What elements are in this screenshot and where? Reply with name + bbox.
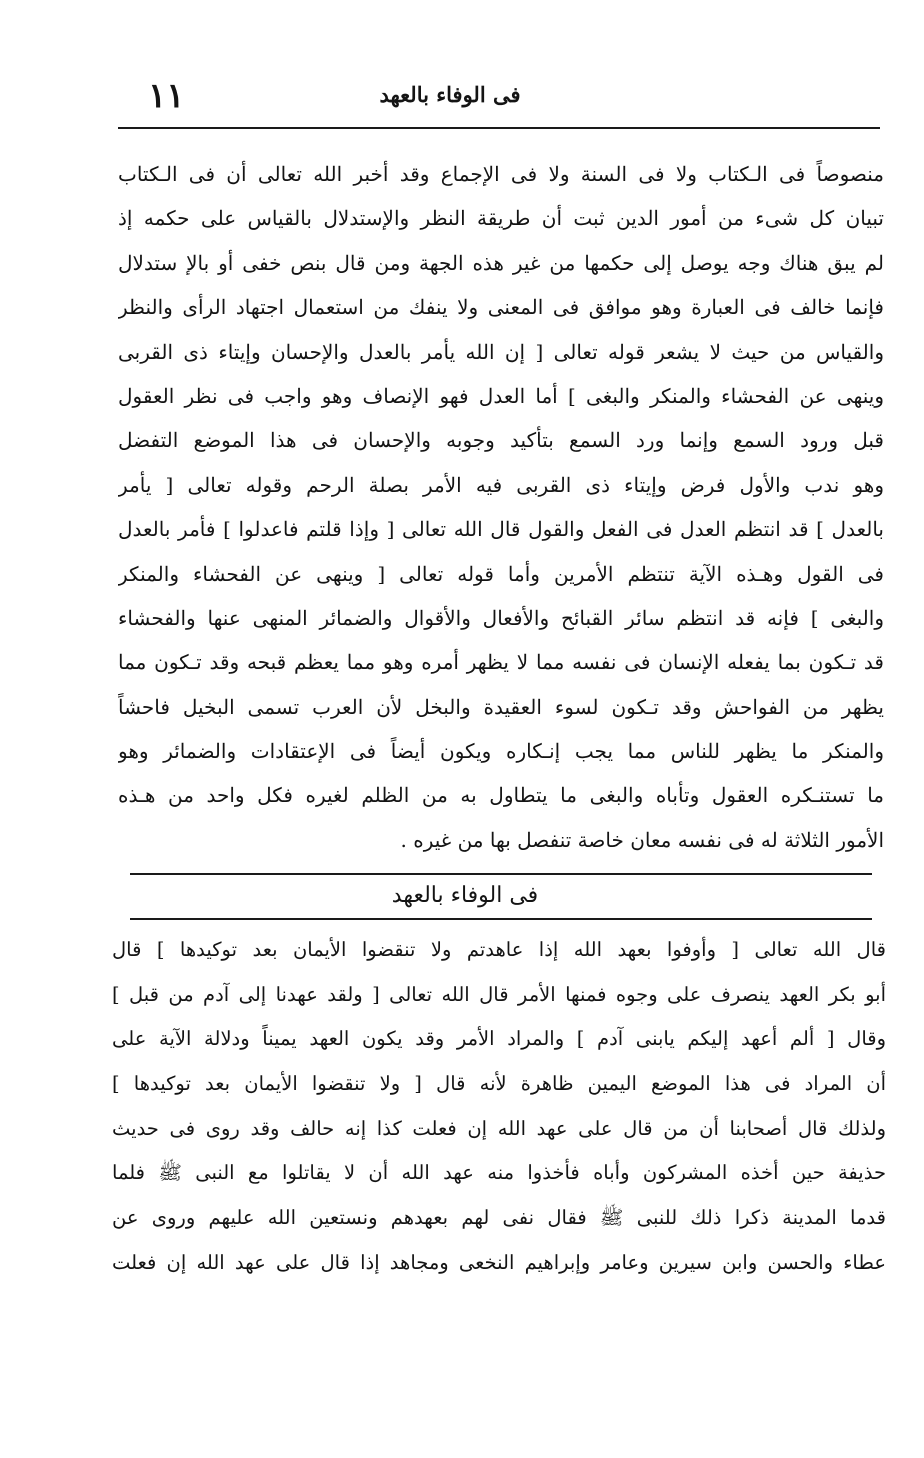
text-line: أن المراد فى هذا الموضع اليمين ظاهرة لأنه قال [ ولا تنقضوا الأيمان بعد توكيدها ] <box>112 1072 886 1096</box>
header-rule <box>118 127 880 129</box>
text-line: تبيان كل شىء من أمور الدين ثبت أن طريقة النظر والإستدلال بالقياس على حكمه إذ <box>118 206 884 231</box>
main-text-block <box>118 152 884 862</box>
text-line: أبو بكر العهد ينصرف على وجوه فمنها الأمر قال الله تعالى [ ولقد عهدنا إلى آدم من قبل ] <box>112 982 886 1006</box>
text-line: وينهى عن الفحشاء والمنكر والبغى ] أما العدل فهو الإنصاف وهو واجب فى نظر العقول <box>118 383 884 408</box>
text-line: يظهر من الفواحش وقد تـكون لسوء العقيدة والبخل لأن العرب تسمى البخيل فاحشاً <box>118 694 884 719</box>
text-line: حذيفة حين أخذه المشركون وأباه فأخذوا منه عهد الله أن لا يقاتلوا مع النبى ﷺ فلما <box>112 1161 886 1185</box>
text-line: الأمور الثلاثة له فى نفسه معان خاصة تنفصل بها من غيره . <box>400 827 884 852</box>
text-line: منصوصاً فى الـكتاب ولا فى السنة ولا فى الإجماع وقد أخبر الله تعالى أن فى الـكتاب <box>118 162 884 186</box>
text-line: بالعدل ] قد انتظم العدل فى الفعل والقول قال الله تعالى [ وإذا قلتم فاعدلوا ] فأمر بالعدل <box>118 517 884 542</box>
text-line: فى القول وهـذه الآية تنتظم الأمرين وأما قوله تعالى [ وينهى عن الفحشاء والمنكر <box>118 561 884 586</box>
text-line: والقياس من حيث لا يشعر قوله تعالى [ إن الله يأمر بالعدل والإحسان وإيتاء ذى القربى <box>118 339 884 364</box>
section-text-block <box>112 928 886 1286</box>
running-title: فى الوفاء بالعهد <box>379 82 521 107</box>
page-number: ١١ <box>148 76 185 116</box>
text-line: والمنكر ما يظهر للناس مما يجب إنـكاره ويكون أيضاً فى الإعتقادات والضمائر وهو <box>118 739 884 764</box>
text-line: فإنما خالف فى العبارة وهو موافق فى المعنى ولا ينفك من استعمال اجتهاد الرأى والنظر <box>118 295 884 320</box>
text-line: قبل ورود السمع وإنما ورد السمع بتأكيد وجوبه والإحسان فى هذا الموضع التفضل <box>118 428 884 453</box>
text-line: قال الله تعالى [ وأوفوا بعهد الله إذا عاهدتم ولا تنقضوا الأيمان بعد توكيدها ] قال <box>112 938 886 961</box>
text-line: لم يبق هناك وجه يوصل إلى حكمها من غير هذه الجهة ومن قال بنص خفى أو بالإ ستدلال <box>118 250 884 275</box>
section-rule-top <box>130 873 872 875</box>
text-line: والبغى ] فإنه قد انتظم سائر القبائح والأفعال والأقوال والضمائر المنهى عنها والفحشاء <box>118 605 884 630</box>
text-line: ولذلك قال أصحابنا أن من قال على عهد الله إن فعلت كذا إنه حالف وقد روى فى حديث <box>112 1116 886 1140</box>
text-line: قدما المدينة ذكرا ذلك للنبى ﷺ فقال نفى لهم بعهدهم ونستعين الله عليهم وروى عن <box>112 1206 886 1230</box>
text-line: عطاء والحسن وابن سيرين وعامر وإبراهيم النخعى ومجاهد إذا قال على عهد الله إن فعلت <box>112 1250 886 1274</box>
section-heading: فى الوفاء بالعهد <box>391 883 539 908</box>
text-line: وهو ندب والأول فرض وإيتاء ذى القربى فيه الأمر بصلة الرحم وقوله تعالى [ يأمر <box>118 472 884 497</box>
text-line: قد تـكون بما يفعله الإنسان فى نفسه مما لا يظهر أمره وهو مما يعظم قبحه وقد تـكون مما <box>118 650 884 675</box>
text-line: ما تستنـكره العقول وتأباه والبغى ما يتطاول به من الظلم لغيره فكل واحد من هـذه <box>118 783 884 808</box>
text-line: وقال [ ألم أعهد إليكم يابنى آدم ] والمراد الأمر وقد يكون العهد يميناً ودلالة الآية على <box>112 1027 886 1051</box>
section-rule-bottom <box>130 918 872 920</box>
